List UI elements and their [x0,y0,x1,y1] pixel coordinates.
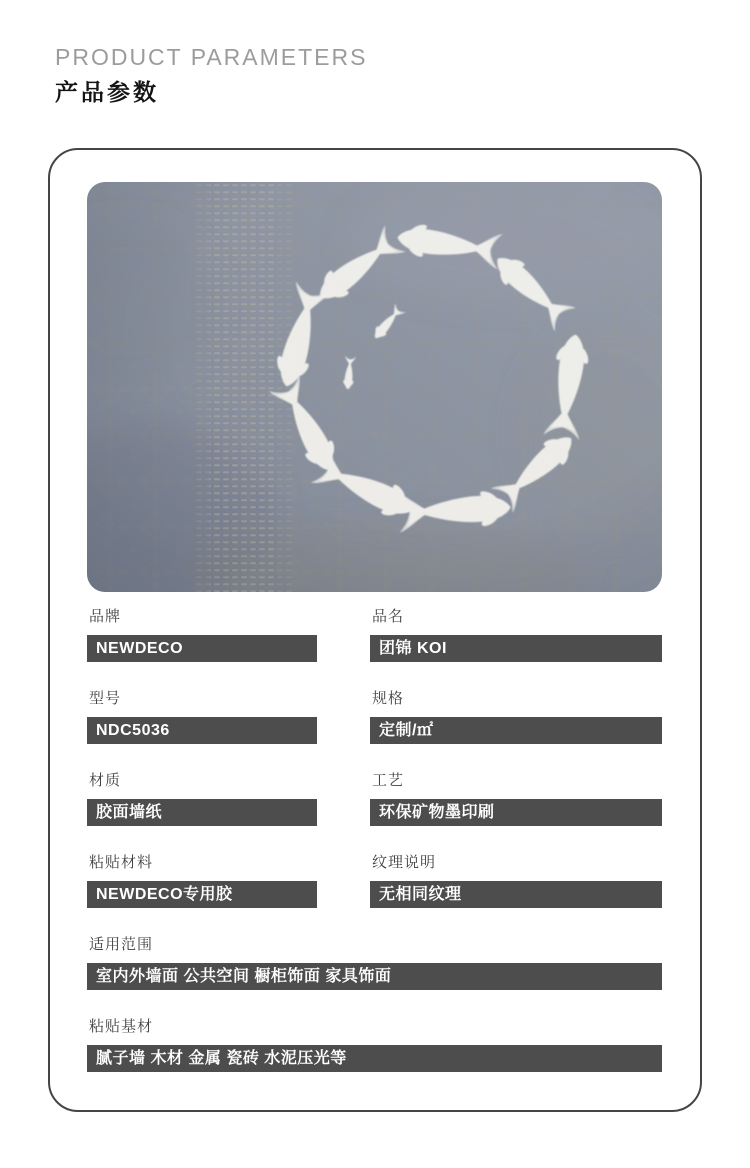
spec-value-bar: 腻子墙 木材 金属 瓷砖 水泥压光等 [87,1045,662,1072]
spec-value-bar: NDC5036 [87,717,317,744]
spec-value-bar: 无相同纹理 [370,881,662,908]
spec-label: 品名 [372,608,405,625]
spec-label: 粘贴基材 [89,1018,154,1035]
spec-field-adhesive [87,854,317,908]
spec-label: 纹理说明 [372,854,437,871]
section-title-zh: 产品参数 [55,79,159,105]
spec-label: 材质 [89,772,122,789]
spec-row-1 [87,608,662,662]
spec-value-bar: NEWDECO专用胶 [87,881,317,908]
spec-field-application-range [87,936,662,990]
spec-value-bar: 定制/㎡ [370,717,662,744]
spec-row-4 [87,854,662,908]
spec-value-bar: 胶面墙纸 [87,799,317,826]
spec-field-specification [370,690,662,744]
spec-value-bar: 环保矿物墨印刷 [370,799,662,826]
spec-row-5 [87,936,662,990]
spec-value-bar: 团锦 KOI [370,635,662,662]
section-header [0,0,750,105]
spec-row-6 [87,1018,662,1072]
parameters-card [48,148,702,1112]
spec-field-material [87,772,317,826]
spec-field-base-material [87,1018,662,1072]
spec-label: 适用范围 [89,936,154,953]
spec-field-product-name [370,608,662,662]
spec-field-brand [87,608,317,662]
section-title-en: PRODUCT PARAMETERS [55,44,368,70]
spec-label: 品牌 [89,608,122,625]
spec-label: 工艺 [372,772,405,789]
spec-row-3 [87,772,662,826]
spec-label: 粘贴材料 [89,854,154,871]
spec-field-model [87,690,317,744]
spec-value-bar: NEWDECO [87,635,317,662]
spec-field-texture-note [370,854,662,908]
spec-row-2 [87,690,662,744]
spec-value-bar: 室内外墙面 公共空间 橱柜饰面 家具饰面 [87,963,662,990]
spec-grid [87,608,662,1072]
spec-label: 规格 [372,690,405,707]
spec-field-craft [370,772,662,826]
product-image-koi-artwork [87,182,662,592]
spec-label: 型号 [89,690,122,707]
